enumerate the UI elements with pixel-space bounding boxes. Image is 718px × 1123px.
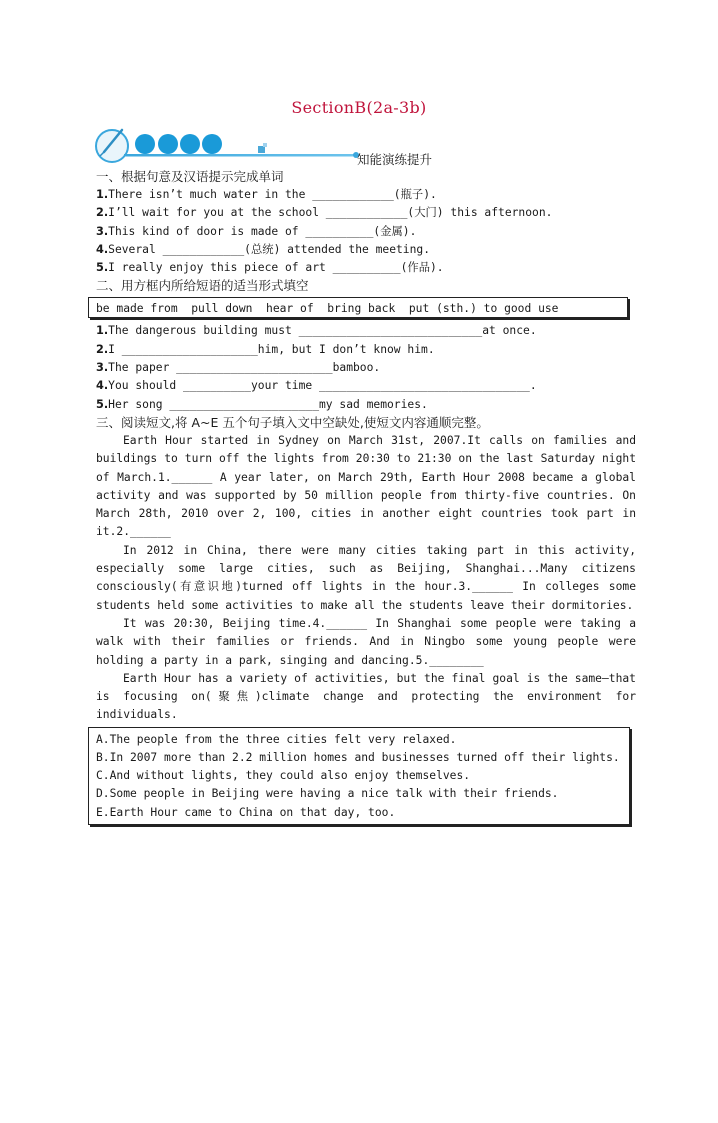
question-text: The paper _______________________bamboo. (108, 361, 381, 375)
question-item (96, 186, 636, 204)
section2-items (96, 322, 636, 413)
options-box (88, 727, 630, 825)
option-a: A.The people from the three cities felt very relaxed. (96, 732, 457, 746)
question-item (96, 322, 636, 340)
question-number: 4. (96, 379, 109, 393)
page-title: SectionB(2a-3b) (291, 98, 427, 117)
question-number: 1. (96, 188, 109, 201)
section1-items (96, 186, 636, 277)
question-number: 5. (96, 397, 109, 411)
question-text: There isn’t much water in the ____________(瓶子). (108, 188, 437, 201)
passage-paragraph: It was 20:30, Beijing time.4.______ In Shanghai some people were taking a walk with their families or friends. And in Ningbo some young people were holding a party in a park, singing and dancing.5.________ (96, 616, 636, 667)
question-text: I’ll wait for you at the school ____________(大门) this afternoon. (108, 206, 553, 220)
question-text: Her song ______________________my sad memories. (108, 397, 428, 411)
passage-paragraph: Earth Hour started in Sydney on March 31st, 2007.It calls on families and buildings to turn off the lights from 20:30 to 21:30 on the last Saturday night of March.1.______ A year later, on March 29th, Earth Hour 2008 became a global activity and was supported by 50 million people from thirty-five countries. On March 28th, 2010 over 2, 100, cities in another eight countries took part in it.2.______ (96, 433, 636, 539)
question-item (96, 241, 636, 259)
passage-paragraph: Earth Hour has a variety of activities, but the final goal is the same—that is focusing on(聚焦)climate change and protecting the environment for individuals. (96, 671, 636, 722)
question-number: 3. (96, 361, 109, 375)
banner-label: 知能演练提升 (357, 152, 433, 167)
option-b: B.In 2007 more than 2.2 million homes and businesses turned off their lights. (96, 750, 620, 764)
question-number: 3. (96, 224, 109, 238)
question-text: I ____________________him, but I don’t know him. (108, 342, 435, 356)
phrase-box: be made from pull down hear of bring back put (sth.) to good use (88, 297, 628, 318)
passage-paragraph: In 2012 in China, there were many cities taking part in this activity, especially some large cities, such as Beijing, Shanghai...Many citizens consciously(有意识地)turned off lights in the hour.3.______ In colleges some students held some activities to make all the students leave their dormitories. (96, 543, 636, 612)
question-text: I really enjoy this piece of art __________(作品). (108, 261, 444, 275)
question-item (96, 204, 636, 222)
reading-passage (96, 432, 636, 725)
question-item (96, 396, 636, 414)
question-number: 5. (96, 261, 109, 275)
worksheet-content (96, 168, 636, 825)
question-number: 4. (96, 242, 109, 256)
question-text: Several ____________(总统) attended the meeting. (108, 242, 431, 256)
question-number: 1. (96, 324, 109, 338)
question-text: You should __________your time _______________________________. (108, 379, 537, 393)
question-number: 2. (96, 206, 109, 220)
question-item (96, 259, 636, 277)
section1-heading: 一、根据句意及汉语提示完成单词 (96, 169, 284, 184)
option-e: E.Earth Hour came to China on that day, too. (96, 805, 396, 819)
option-c: C.And without lights, they could also enjoy themselves. (96, 769, 471, 783)
question-item (96, 377, 636, 395)
section2-heading: 二、用方框内所给短语的适当形式填空 (96, 278, 309, 294)
section3-heading: 三、阅读短文,将 A~E 五个句子填入文中空缺处,使短文内容通顺完整。 (96, 414, 489, 430)
question-item (96, 223, 636, 241)
option-d: D.Some people in Beijing were having a nice talk with their friends. (96, 787, 559, 801)
question-item (96, 359, 636, 377)
question-item (96, 341, 636, 359)
question-text: This kind of door is made of __________(金属). (108, 224, 417, 238)
question-number: 2. (96, 342, 109, 356)
question-text: The dangerous building must ___________________________at once. (108, 324, 537, 338)
